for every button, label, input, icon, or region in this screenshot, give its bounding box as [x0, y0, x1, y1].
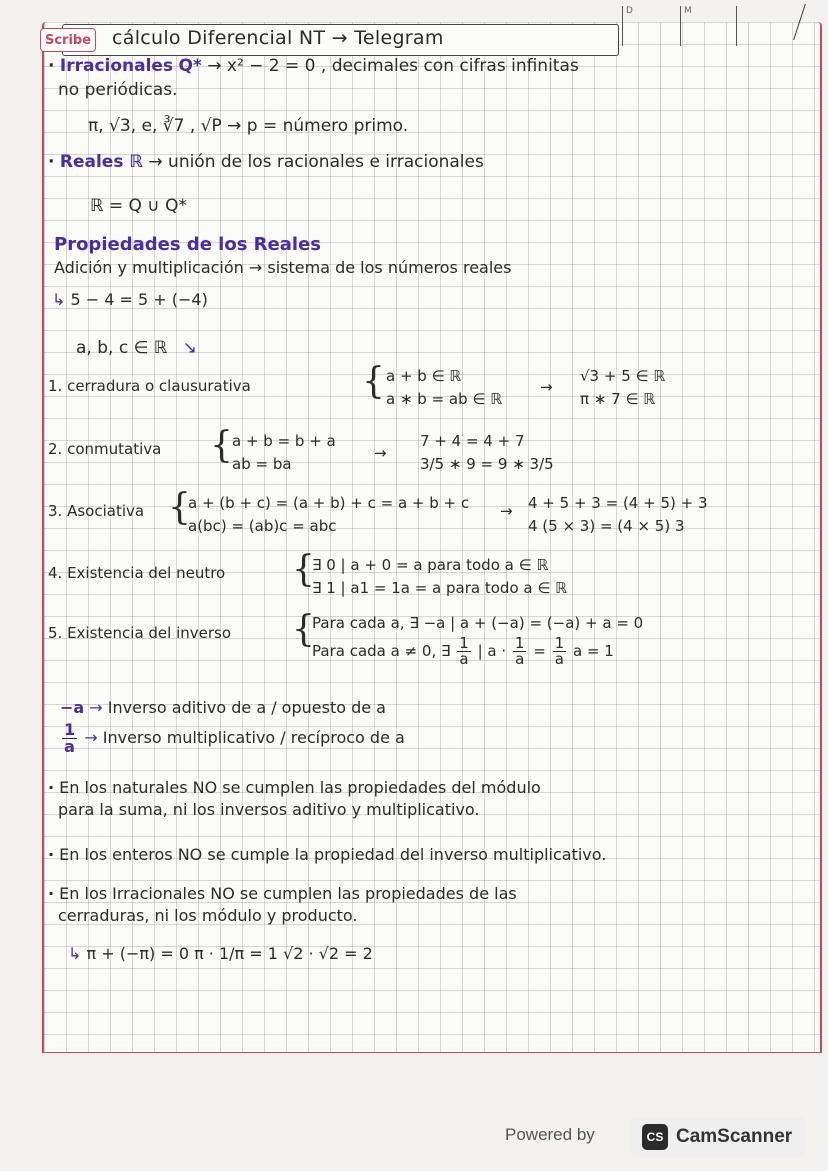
camscanner-logo-icon: CS — [642, 1124, 668, 1150]
prop-3-brace: { — [168, 487, 191, 528]
prop-1-name: 1. cerradura o clausurativa — [48, 377, 251, 395]
nota-irracionales-ejemplos: ↳ π + (−π) = 0 π · 1/π = 1 √2 · √2 = 2 — [68, 944, 373, 963]
right-arrow-icon: → — [374, 444, 387, 462]
prop-4-name: 4. Existencia del neutro — [48, 564, 226, 582]
curved-arrow-icon: ↳ — [52, 290, 66, 309]
irracionales-examples: π, √3, e, ∛7 , √P → p = número primo. — [88, 116, 409, 136]
prop-2-rule2: ab = ba — [232, 455, 292, 473]
reales-desc: → unión de los racionales e irracionales — [148, 152, 484, 172]
nota-enteros: · En los enteros NO se cumple la propiedad del inverso multiplicativo. — [48, 845, 607, 864]
prop-2-rule1: a + b = b + a — [232, 432, 336, 450]
propiedades-title: Propiedades de los Reales — [54, 234, 321, 255]
powered-by-text: Powered by — [505, 1125, 595, 1144]
nota-irracionales-l1: · En los Irracionales NO se cumplen las propiedades de las — [48, 884, 517, 903]
prop-1-rule2: a ∗ b = ab ∈ ℝ — [386, 390, 503, 408]
prop-2-brace: { — [210, 425, 233, 466]
curved-arrow-icon: ↳ — [68, 944, 82, 963]
irracionales-line1: → x² − 2 = 0 , decimales con cifras infinitas — [207, 56, 579, 76]
inverso-multiplicativo: $\frac{1}{a}$ → Inverso multiplicativo / recíproco de a — [64, 720, 405, 756]
prop-3-ex2: 4 (5 × 3) = (4 × 5) 3 — [528, 517, 685, 535]
prop-2-ex1: 7 + 4 = 4 + 7 — [420, 432, 525, 450]
header-tab-d — [622, 6, 623, 46]
header-tab-d-label: D — [626, 6, 633, 16]
prop-1-brace: { — [362, 361, 385, 402]
header-tab-y — [736, 6, 737, 46]
down-arrow-icon: ↘ — [182, 338, 197, 358]
irracionales-heading: · Irracionales Q* → x² − 2 = 0 , decimales con cifras infinitas — [48, 56, 579, 76]
reales-heading: · Reales ℝ → unión de los racionales e irracionales — [48, 152, 484, 172]
prop-5-rule1: Para cada a, ∃ −a | a + (−a) = (−a) + a = 0 — [312, 614, 644, 632]
irracionales-line2: no periódicas. — [58, 80, 178, 100]
prop-5-brace: { — [292, 609, 315, 650]
right-arrow-icon: → — [84, 728, 98, 747]
prop-1-rule1: a + b ∈ ℝ — [386, 367, 462, 385]
prop-3-rule1: a + (b + c) = (a + b) + c = a + b + c — [188, 494, 470, 512]
camscanner-brand: CamScanner — [676, 1126, 793, 1147]
prop-1-ex1: √3 + 5 ∈ ℝ — [580, 367, 666, 385]
header-tab-m — [680, 6, 681, 46]
propiedades-domain: a, b, c ∈ ℝ ↘ — [76, 338, 197, 358]
prop-2-ex2: 3/5 ∗ 9 = 9 ∗ 3/5 — [420, 455, 554, 473]
propiedades-subtitle: Adición y multiplicación → sistema de los números reales — [54, 258, 512, 277]
fraction-1-over-a: $\frac{1}{a}$ — [554, 634, 565, 668]
fraction-1-over-a: $\frac{1}{a}$ — [459, 634, 469, 668]
irracionales-symbol: Q* — [178, 56, 202, 76]
nota-naturales-l1: · En los naturales NO se cumplen las propiedades del módulo — [48, 778, 541, 797]
camscanner-badge — [630, 1117, 806, 1157]
irracionales-title: Irracionales — [59, 56, 174, 76]
prop-3-ex1: 4 + 5 + 3 = (4 + 5) + 3 — [528, 494, 708, 512]
right-arrow-icon: → — [500, 502, 513, 520]
propiedades-example: ↳ 5 − 4 = 5 + (−4) — [52, 290, 208, 309]
prop-5-name: 5. Existencia del inverso — [48, 624, 232, 642]
inverso-aditivo: −a → Inverso aditivo de a / opuesto de a — [60, 698, 386, 717]
prop-3-name: 3. Asociativa — [48, 502, 145, 520]
nota-irracionales-l2: cerraduras, ni los módulo y producto. — [58, 906, 358, 925]
fraction-1-over-a: $\frac{1}{a}$ — [514, 634, 525, 668]
right-arrow-icon: → — [540, 378, 553, 396]
reales-title: Reales ℝ — [59, 152, 143, 172]
right-arrow-icon: → — [89, 698, 103, 717]
scribe-logo: Scribe — [40, 28, 96, 52]
prop-4-brace: { — [292, 549, 315, 590]
page-title: cálculo Diferencial NT → Telegram — [112, 27, 444, 49]
prop-4-rule1: ∃ 0 | a + 0 = a para todo a ∈ ℝ — [312, 556, 549, 574]
prop-2-name: 2. conmutativa — [48, 440, 162, 458]
prop-4-rule2: ∃ 1 | a1 = 1a = a para todo a ∈ ℝ — [312, 579, 568, 597]
fraction-1-over-a: $\frac{1}{a}$ — [64, 720, 76, 756]
prop-5-rule2: Para cada a ≠ 0, ∃ $\frac{1}{a}$ | a · $\frac{1}{a}$ = $\frac{1}{a}$ a = 1 — [312, 634, 614, 668]
prop-3-rule2: a(bc) = (ab)c = abc — [188, 517, 337, 535]
header-tab-m-label: M — [684, 6, 692, 16]
nota-naturales-l2: para la suma, ni los inversos aditivo y multiplicativo. — [58, 800, 480, 819]
prop-1-ex2: π ∗ 7 ∈ ℝ — [580, 390, 656, 408]
reales-formula: ℝ = Q ∪ Q* — [90, 196, 188, 216]
